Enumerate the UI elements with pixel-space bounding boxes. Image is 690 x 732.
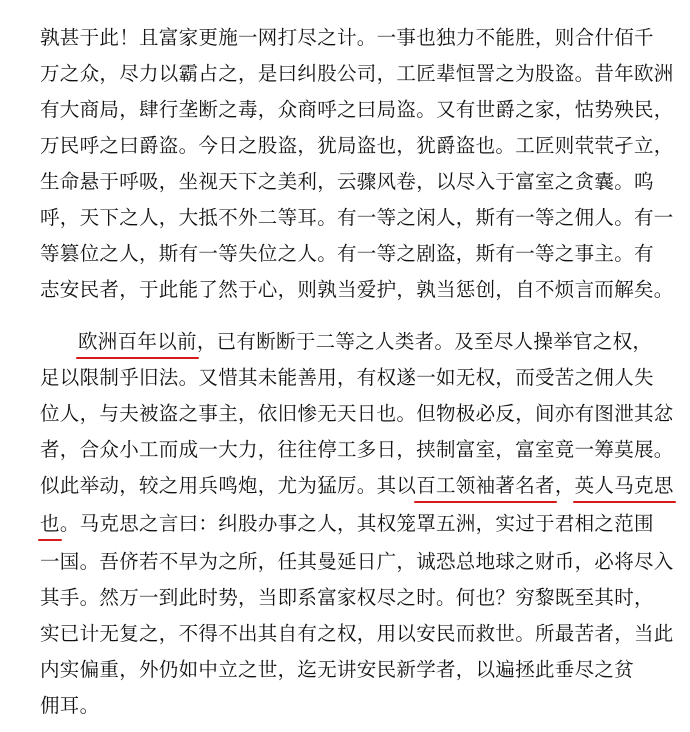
- text-line: [40, 92, 674, 128]
- text-segment: 足以限制乎旧法。又惜其未能善用，有权遂一如无权，而受苦之佣人失: [40, 366, 654, 389]
- text-segment: 佣耳。: [40, 694, 100, 717]
- underlined-phrase: 百工领袖著名者: [416, 474, 555, 497]
- text-segment: 一国。吾侪若不早为之所，任其曼延日广，诚恐总地球之财币，必将尽入: [40, 550, 674, 573]
- text-segment: 实已计无复之，不得不出其自有之权，用以安民而救世。所最苦者，当此: [40, 622, 674, 645]
- text-segment: 。马克思之言曰：纠股办事之人，其权笼罩五洲，实过于君相之范围: [59, 512, 654, 535]
- text-segment: 万之众，尽力以霸占之，是曰纠股公司，工匠辈恒詈之为股盗。昔年欧洲: [40, 62, 674, 85]
- text-segment: 者，合众小工而成一大力，往往停工多日，挟制富室，富室竟一筹莫展。: [40, 438, 674, 461]
- text-line: [40, 20, 652, 56]
- text-segment: 其手。然万一到此时势，当即系富家权尽之时。何也？穷黎既至其时，: [40, 586, 654, 609]
- text-line: [40, 616, 674, 652]
- text-line: [40, 360, 652, 396]
- text-segment: 生命悬于呼吸，坐视天下之美利，云骤风卷，以尽入于富室之贪囊。呜: [40, 170, 654, 193]
- text-segment: 有大商局，肆行垄断之毒，众商呼之曰局盗。又有世爵之家，怙势殃民，: [40, 98, 674, 121]
- text-segment: 呼，天下之人，大抵不外二等耳。有一等之闲人，斯有一等之佣人。有一: [40, 206, 674, 229]
- text-line: [40, 468, 674, 504]
- text-line: [40, 506, 652, 542]
- text-line: [78, 324, 652, 360]
- text-line: [40, 652, 652, 688]
- text-segment: 似此举动，较之用兵鸣炮，尤为猛厉。其以: [40, 474, 417, 497]
- underlined-phrase: 也: [40, 512, 60, 535]
- underlined-phrase: 欧洲百年以前: [78, 330, 197, 353]
- text-line: [40, 580, 652, 616]
- text-line: [40, 544, 674, 580]
- text-line: [40, 164, 652, 200]
- text-line: [40, 200, 674, 236]
- underlined-phrase: 英人马克思: [574, 474, 674, 497]
- text-line: [40, 128, 674, 164]
- text-segment: 万民呼之曰爵盗。今日之股盗，犹局盗也，犹爵盗也。工匠则茕茕孑立，: [40, 134, 674, 157]
- text-segment: 孰甚于此！且富家更施一网打尽之计。一事也独力不能胜，则合什佰千: [40, 26, 654, 49]
- text-line: [40, 236, 652, 272]
- text-line: [40, 396, 674, 432]
- text-line: [40, 56, 674, 92]
- text-segment: ，已有断断于二等之人类者。及至尽人操举官之权，: [196, 330, 653, 353]
- text-segment: ，: [554, 474, 575, 497]
- text-line: [40, 688, 652, 724]
- text-segment: 志安民者，于此能了然于心，则孰当爱护，孰当惩创，自不烦言而解矣。: [40, 278, 674, 301]
- text-segment: 位人，与夫被盗之事主，依旧惨无天日也。但物极必反，间亦有图泄其忿: [40, 402, 674, 425]
- text-line: [40, 272, 674, 308]
- text-line: [40, 432, 674, 468]
- text-segment: 内实偏重，外仍如中立之世，迄无讲安民新学者，以遍拯此垂尽之贫: [40, 658, 635, 681]
- text-segment: 等篡位之人，斯有一等失位之人。有一等之剧盗，斯有一等之事主。有: [40, 242, 654, 265]
